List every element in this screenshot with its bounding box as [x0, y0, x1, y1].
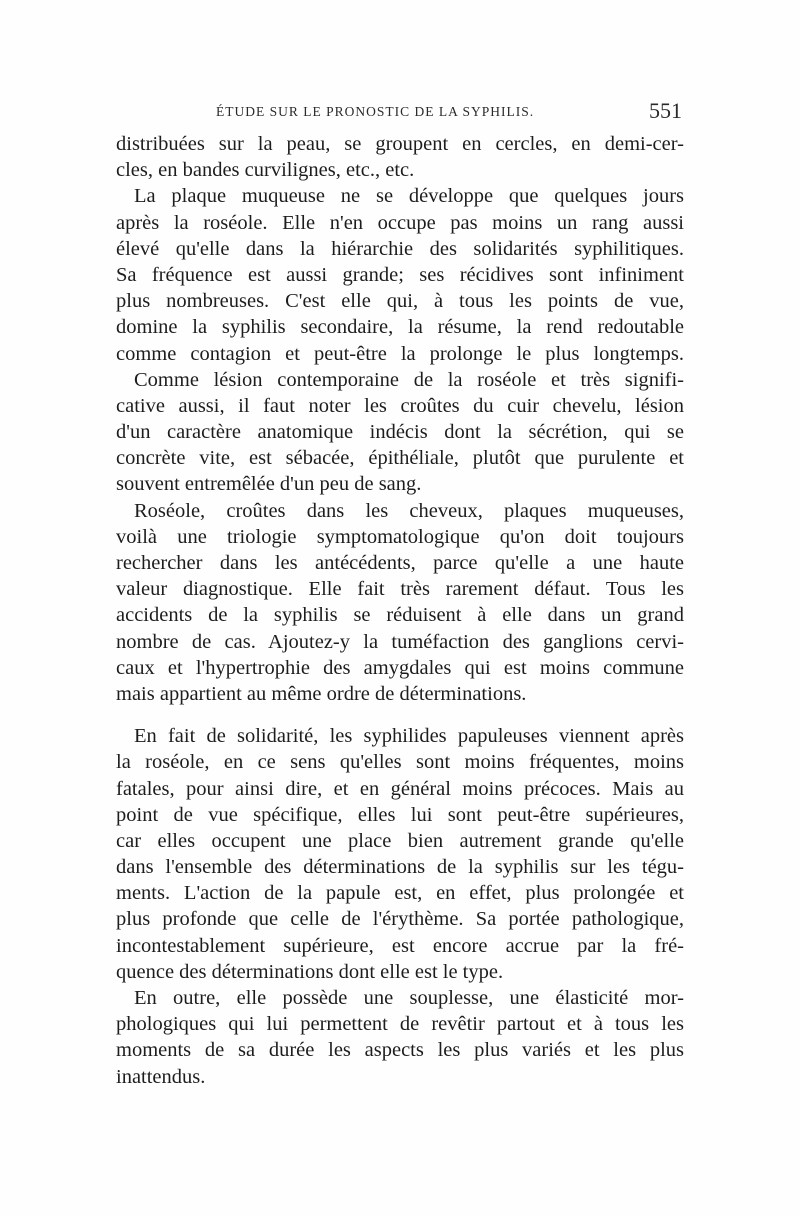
text-line: plus profonde que celle de l'érythème. Sa portée pathologique,: [116, 908, 684, 931]
text-line: d'un caractère anatomique indécis dont la sécrétion, qui se: [116, 421, 684, 444]
body-text: [116, 131, 684, 1090]
text-line: fatales, pour ainsi dire, et en général moins précoces. Mais au: [116, 777, 684, 800]
text-line: la roséole, en ce sens qu'elles sont moins fréquentes, moins: [116, 751, 684, 774]
text-line: caux et l'hypertrophie des amygdales qui est moins commune: [116, 656, 684, 679]
text-line: concrète vite, est sébacée, épithéliale, plutôt que purulente et: [116, 447, 684, 470]
text-line: nombre de cas. Ajoutez-y la tuméfaction des ganglions cervi-: [116, 630, 684, 653]
text-line: accidents de la syphilis se réduisent à elle dans un grand: [116, 604, 684, 627]
text-line: cative aussi, il faut noter les croûtes du cuir chevelu, lésion: [116, 394, 684, 417]
text-line: dans l'ensemble des déterminations de la syphilis sur les tégu-: [116, 856, 684, 879]
text-line: En fait de solidarité, les syphilides papuleuses viennent après: [134, 725, 684, 748]
running-head: [116, 98, 682, 128]
text-line: valeur diagnostique. Elle fait très rarement défaut. Tous les: [116, 578, 684, 601]
text-line: mais appartient au même ordre de déterminations.: [116, 682, 527, 705]
text-line: cles, en bandes curvilignes, etc., etc.: [116, 159, 415, 182]
paragraph-6: [116, 985, 684, 1090]
text-line: plus nombreuses. C'est elle qui, à tous les points de vue,: [116, 290, 684, 313]
text-line: En outre, elle possède une souplesse, une élasticité mor-: [134, 987, 684, 1009]
text-line: La plaque muqueuse ne se développe que quelques jours: [134, 185, 684, 208]
text-line: Comme lésion contemporaine de la roséole et très signifi-: [134, 368, 684, 391]
text-line: comme contagion et peut-être la prolonge le plus longtemps.: [116, 342, 684, 365]
text-line: Roséole, croûtes dans les cheveux, plaques muqueuses,: [134, 499, 684, 522]
paragraph-4: [116, 498, 684, 708]
text-line: incontestablement supérieure, est encore accrue par la fré-: [116, 934, 684, 957]
text-line: ments. L'action de la papule est, en effet, plus prolongée et: [116, 882, 684, 905]
page-number: 551: [649, 98, 682, 123]
text-line: élevé qu'elle dans la hiérarchie des solidarités syphilitiques.: [116, 237, 684, 260]
text-line: voilà une triologie symptomatologique qu'on doit toujours: [116, 525, 684, 548]
paragraph-3: [116, 367, 684, 498]
text-line: quence des déterminations dont elle est le type.: [116, 960, 504, 983]
running-title: ÉTUDE SUR LE PRONOSTIC DE LA SYPHILIS.: [216, 104, 535, 119]
paragraph-2: [116, 183, 684, 366]
text-line: rechercher dans les antécédents, parce qu'elle a une haute: [116, 552, 684, 574]
text-line: moments de sa durée les aspects les plus variés et les plus: [116, 1039, 684, 1062]
text-line: phologiques qui lui permettent de revêtir partout et à tous les: [116, 1013, 684, 1036]
text-line: distribuées sur la peau, se groupent en cercles, en demi-cer-: [116, 133, 684, 155]
paragraph-1: [116, 131, 684, 183]
section-gap: [116, 707, 684, 723]
text-line: souvent entremêlée d'un peu de sang.: [116, 473, 422, 496]
text-line: domine la syphilis secondaire, la résume, la rend redoutable: [116, 316, 684, 339]
text-line: Sa fréquence est aussi grande; ses récidives sont infiniment: [116, 263, 684, 286]
text-line: car elles occupent une place bien autrement grande qu'elle: [116, 829, 684, 852]
text-line: point de vue spécifique, elles lui sont peut-être supérieures,: [116, 803, 684, 826]
text-line: inattendus.: [116, 1065, 206, 1088]
text-line: après la roséole. Elle n'en occupe pas moins un rang aussi: [116, 211, 684, 234]
paragraph-5: [116, 723, 684, 985]
